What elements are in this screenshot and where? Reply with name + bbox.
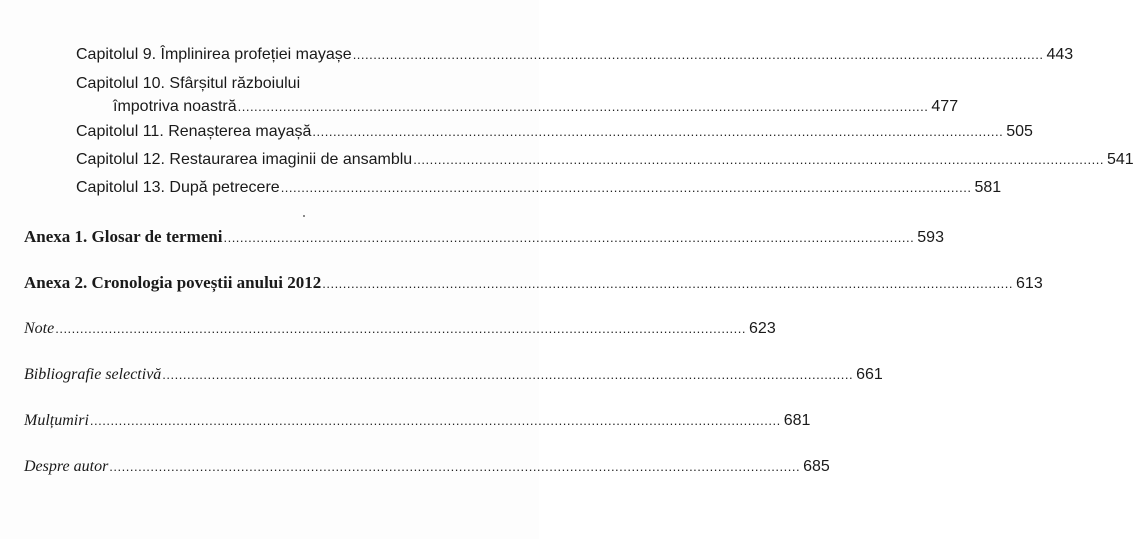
toc-entry-chapter-9 <box>76 45 1074 65</box>
toc-entry-label: Capitolul 9. Împlinirea profeției mayașe <box>76 46 352 63</box>
toc-entry-chapter-11 <box>76 122 1033 142</box>
toc-entry-page: 613 <box>1016 275 1043 292</box>
dot-leader: ........................................................................................................................................................................ <box>162 367 854 382</box>
toc-entry-note <box>24 319 776 339</box>
dot-leader: ........................................................................................................................................................................ <box>109 459 801 474</box>
toc-entry-page: 477 <box>931 98 959 115</box>
toc-entry-chapter-12 <box>76 150 1134 170</box>
toc-entry-label: Capitolul 12. Restaurarea imaginii de ansamblu <box>76 151 413 168</box>
print-speck <box>303 215 305 217</box>
toc-entry-page: 541 <box>1106 151 1134 168</box>
toc-entry-label: Capitolul 11. Renașterea mayașă <box>76 123 312 140</box>
toc-entry-label: Anexa 1. Glosar de termeni <box>24 227 223 246</box>
toc-entry-page: 685 <box>803 458 830 475</box>
dot-leader: ........................................................................................................................................................................ <box>322 276 1014 291</box>
dot-leader: ........................................................................................................................................................................ <box>280 180 972 195</box>
toc-entry-page: 661 <box>856 366 883 383</box>
toc-entry-chapter-13 <box>76 178 1002 198</box>
dot-leader: ........................................................................................................................................................................ <box>413 152 1104 167</box>
dot-leader: ........................................................................................................................................................................ <box>237 99 929 114</box>
toc-entry-label: Despre autor <box>24 458 109 475</box>
toc-entry-chapter-10-line-1 <box>76 74 300 94</box>
toc-entry-label: Mulțumiri <box>24 412 89 429</box>
dot-leader: ........................................................................................................................................................................ <box>89 413 781 428</box>
toc-entry-label: Note <box>24 320 55 337</box>
toc-entry-label: Capitolul 13. După petrecere <box>76 179 280 196</box>
toc-entry-page: 623 <box>749 320 776 337</box>
dot-leader: ........................................................................................................................................................................ <box>223 230 915 245</box>
toc-entry-annex-2 <box>24 273 1043 294</box>
dot-leader: ........................................................................................................................................................................ <box>352 47 1044 62</box>
dot-leader: ........................................................................................................................................................................ <box>312 124 1004 139</box>
toc-entry-page: 581 <box>974 179 1002 196</box>
toc-entry-page: 443 <box>1046 46 1074 63</box>
toc-entry-page: 505 <box>1006 123 1033 140</box>
toc-entry-label: Capitolul 10. Sfârșitul războiului <box>76 75 301 92</box>
toc-entry-page: 681 <box>783 412 811 429</box>
dot-leader: ........................................................................................................................................................................ <box>55 321 747 336</box>
toc-entry-about-author <box>24 457 830 477</box>
toc-entry-label: împotriva noastră <box>113 98 237 115</box>
toc-entry-annex-1 <box>24 227 944 248</box>
toc-entry-acknowledgements <box>24 411 811 431</box>
toc-entry-bibliography <box>24 365 883 385</box>
toc-entry-page: 593 <box>917 229 944 246</box>
toc-entry-label: Bibliografie selectivă <box>24 366 162 383</box>
toc-entry-chapter-10 <box>113 97 959 117</box>
toc-entry-label: Anexa 2. Cronologia poveștii anului 2012 <box>24 273 322 292</box>
